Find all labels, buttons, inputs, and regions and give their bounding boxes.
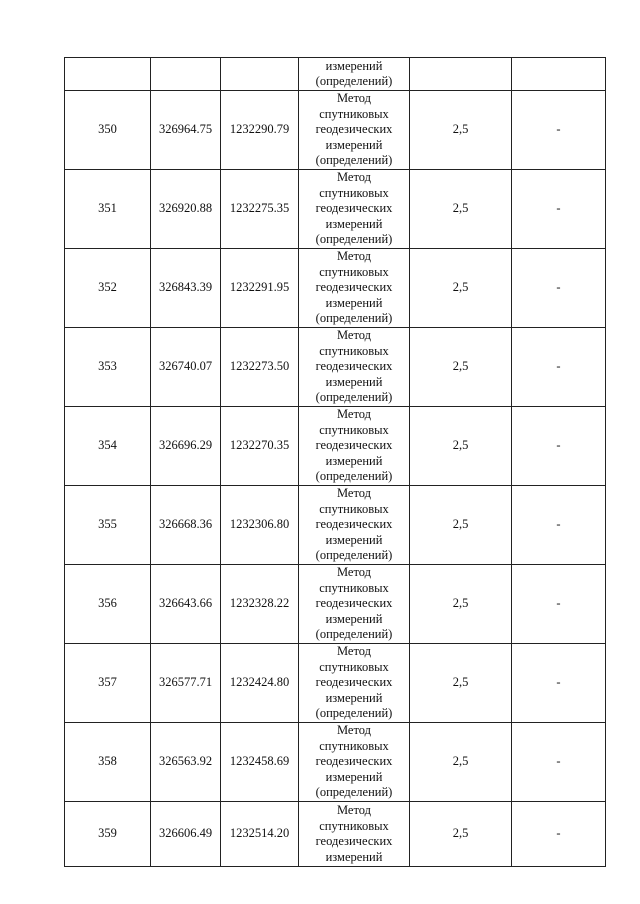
note: - [512,328,606,407]
note: - [512,91,606,170]
method-line: измерений [325,374,383,389]
method-cell [299,802,410,867]
method-line: (определений) [315,469,393,484]
coord-x: 326643.66 [151,565,221,644]
coord-y: 1232328.22 [221,565,299,644]
method-line: Метод [336,91,372,106]
method-line: спутниковых [319,185,389,200]
method-line: измерений [325,611,383,626]
method-line: (определений) [315,74,393,88]
method-line: спутниковых [319,422,389,437]
table-body [65,58,606,867]
method-cell [299,565,410,644]
coord-x: 326740.07 [151,328,221,407]
note: - [512,170,606,249]
method-line: (определений) [315,548,393,563]
point-number: 353 [65,328,151,407]
method-line: (определений) [315,390,393,405]
point-number: 350 [65,91,151,170]
method-line: измерений [325,690,383,705]
table-row [65,644,606,723]
accuracy: 2,5 [410,565,512,644]
coord-y: 1232306.80 [221,486,299,565]
method-line: Метод [336,644,372,659]
method-line: измерений [325,137,383,152]
method-line: Метод [336,803,372,817]
coord-y: 1232458.69 [221,723,299,802]
coord-x: 326696.29 [151,407,221,486]
method-text [301,644,407,722]
note: - [512,249,606,328]
table-row [65,565,606,644]
method-line: геодезических [315,754,393,769]
note: - [512,407,606,486]
method-cell [299,644,410,723]
method-line: спутниковых [319,818,389,833]
note: - [512,486,606,565]
method-line: геодезических [315,359,393,374]
method-line: (определений) [315,232,393,247]
method-line: измерений [325,532,383,547]
method-cell [299,407,410,486]
method-line: измерений [325,58,383,73]
method-text [301,328,407,406]
accuracy: 2,5 [410,407,512,486]
coord-y: 1232424.80 [221,644,299,723]
method-line: спутниковых [319,106,389,121]
method-line: спутниковых [319,501,389,516]
coord-x: 326563.92 [151,723,221,802]
point-number: 352 [65,249,151,328]
method-cell [299,328,410,407]
method-text [301,803,407,865]
coord-y: 1232270.35 [221,407,299,486]
point-number: 355 [65,486,151,565]
accuracy: 2,5 [410,802,512,867]
note: - [512,644,606,723]
method-text [301,565,407,643]
method-line: геодезических [315,517,393,532]
method-line: измерений [325,849,383,864]
coord-x: 326964.75 [151,91,221,170]
coord-y: 1232290.79 [221,91,299,170]
table-row-continued [65,58,606,91]
method-text [301,723,407,801]
coord-x: 326606.49 [151,802,221,867]
coord-x: 326577.71 [151,644,221,723]
coordinates-table [64,57,606,867]
method-line: измерений [325,295,383,310]
accuracy: 2,5 [410,328,512,407]
coord-y: 1232291.95 [221,249,299,328]
table-row [65,91,606,170]
accuracy: 2,5 [410,486,512,565]
method-text [301,249,407,327]
coord-y: 1232275.35 [221,170,299,249]
method-line: геодезических [315,675,393,690]
accuracy: 2,5 [410,644,512,723]
table-row [65,723,606,802]
accuracy: 2,5 [410,723,512,802]
method-line: (определений) [315,785,393,800]
method-text [301,59,407,90]
coord-x: 326668.36 [151,486,221,565]
method-cell [299,249,410,328]
point-number: 357 [65,644,151,723]
method-line: геодезических [315,834,393,848]
method-cell [299,723,410,802]
method-line: спутниковых [319,264,389,279]
method-line: измерений [325,769,383,784]
point-number: 356 [65,565,151,644]
method-line: (определений) [315,706,393,721]
coord-y: 1232514.20 [221,802,299,867]
note: - [512,723,606,802]
cell-y [221,58,299,91]
method-line: измерений [325,216,383,231]
method-line: (определений) [315,627,393,642]
point-number: 359 [65,802,151,867]
method-text [301,486,407,564]
note: - [512,802,606,867]
table-row [65,249,606,328]
method-line: (определений) [315,311,393,326]
accuracy: 2,5 [410,91,512,170]
method-line: геодезических [315,596,393,611]
method-line: Метод [336,486,372,501]
cell-method [299,58,410,91]
method-line: Метод [336,249,372,264]
method-text [301,91,407,169]
method-line: геодезических [315,201,393,216]
coord-y: 1232273.50 [221,328,299,407]
method-cell [299,91,410,170]
method-text [301,407,407,485]
cell-num [65,58,151,91]
table-row [65,407,606,486]
accuracy: 2,5 [410,170,512,249]
method-cell [299,486,410,565]
method-line: Метод [336,328,372,343]
method-line: геодезических [315,280,393,295]
table-row [65,170,606,249]
method-cell [299,170,410,249]
method-line: спутниковых [319,738,389,753]
table-row [65,328,606,407]
method-line: геодезических [315,122,393,137]
note: - [512,565,606,644]
method-line: Метод [336,170,372,185]
point-number: 351 [65,170,151,249]
coord-x: 326920.88 [151,170,221,249]
table-row [65,486,606,565]
coord-x: 326843.39 [151,249,221,328]
accuracy: 2,5 [410,249,512,328]
method-line: спутниковых [319,580,389,595]
method-line: Метод [336,565,372,580]
method-line: геодезических [315,438,393,453]
point-number: 354 [65,407,151,486]
point-number: 358 [65,723,151,802]
method-line: спутниковых [319,343,389,358]
table-row [65,802,606,867]
method-line: (определений) [315,153,393,168]
cell-x [151,58,221,91]
method-text [301,170,407,248]
method-line: Метод [336,407,372,422]
cell-note [512,58,606,91]
method-line: Метод [336,723,372,738]
cell-accuracy [410,58,512,91]
method-line: спутниковых [319,659,389,674]
method-line: измерений [325,453,383,468]
